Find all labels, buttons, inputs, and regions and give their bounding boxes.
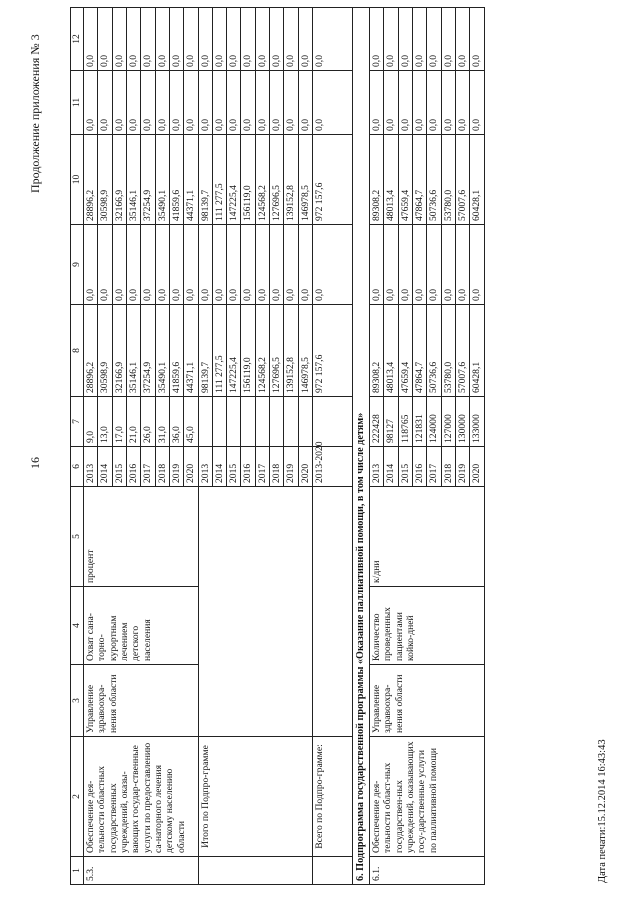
value-cell: 0,0 xyxy=(84,8,98,71)
value-cell: 0,0 xyxy=(84,225,98,305)
value-cell: 124000 xyxy=(427,397,441,447)
value-cell: 48013,4 xyxy=(384,135,398,225)
year-cell: 2015 xyxy=(398,447,412,487)
value-cell: 53780,0 xyxy=(441,135,455,225)
value-cell: 0,0 xyxy=(384,8,398,71)
year-cell: 2014 xyxy=(384,447,398,487)
value-cell: 98127 xyxy=(384,397,398,447)
value-cell: 0,0 xyxy=(241,71,255,135)
value-cell: 0,0 xyxy=(384,71,398,135)
value-cell: 47864,7 xyxy=(412,135,426,225)
value-cell: 0,0 xyxy=(441,225,455,305)
value-cell: 41859,6 xyxy=(169,305,183,397)
value-cell xyxy=(241,397,255,447)
value-cell: 47864,7 xyxy=(412,305,426,397)
value-cell: 0,0 xyxy=(227,225,241,305)
table-row xyxy=(370,8,384,885)
value-cell: 28896,2 xyxy=(84,135,98,225)
year-cell: 2013 xyxy=(84,447,98,487)
value-cell: 60428,1 xyxy=(470,135,484,225)
total-value: 0,0 xyxy=(313,8,353,71)
value-cell: 156119,0 xyxy=(241,305,255,397)
value-cell: 35146,1 xyxy=(126,305,140,397)
value-cell: 0,0 xyxy=(98,71,112,135)
value-cell: 139152,8 xyxy=(284,305,298,397)
value-cell: 0,0 xyxy=(155,8,169,71)
value-cell: 156119,0 xyxy=(241,135,255,225)
value-cell: 0,0 xyxy=(212,71,226,135)
total-row xyxy=(313,8,353,885)
year-cell: 2014 xyxy=(98,447,112,487)
year-cell: 2020 xyxy=(184,447,198,487)
appendix-continuation-header: Продолжение приложения № 3 xyxy=(28,34,42,193)
year-cell: 2016 xyxy=(126,447,140,487)
year-cell: 2015 xyxy=(112,447,126,487)
year-cell: 2019 xyxy=(455,447,469,487)
value-cell: 0,0 xyxy=(284,8,298,71)
value-cell xyxy=(198,397,212,447)
value-cell: 127696,5 xyxy=(270,305,284,397)
value-cell: 0,0 xyxy=(169,225,183,305)
row-number: 6.1. xyxy=(370,857,485,885)
value-cell: 0,0 xyxy=(427,225,441,305)
column-header: 6 xyxy=(71,447,84,487)
value-cell: 0,0 xyxy=(398,225,412,305)
column-numbers-row xyxy=(71,8,84,885)
activity-name: Обеспечение дея-тельности област-ных государствен-ных учреждений, оказывающих госу-дарственные услуги по паллиативной помощи xyxy=(370,737,485,857)
value-cell: 0,0 xyxy=(227,71,241,135)
indicator: Охват сана-торно-курортным лечением детского населения xyxy=(84,587,199,665)
value-cell xyxy=(227,397,241,447)
budget-table xyxy=(70,7,485,885)
value-cell: 0,0 xyxy=(141,225,155,305)
total-value xyxy=(313,397,353,447)
total-value: 0,0 xyxy=(313,225,353,305)
year-cell: 2017 xyxy=(427,447,441,487)
empty-cell xyxy=(198,487,313,737)
value-cell: 28896,2 xyxy=(84,305,98,397)
year-cell: 2016 xyxy=(412,447,426,487)
year-cell: 2015 xyxy=(227,447,241,487)
column-header: 4 xyxy=(71,587,84,665)
value-cell: 17,0 xyxy=(112,397,126,447)
value-cell: 127000 xyxy=(441,397,455,447)
value-cell: 0,0 xyxy=(169,71,183,135)
value-cell: 0,0 xyxy=(112,225,126,305)
value-cell: 0,0 xyxy=(184,8,198,71)
column-header: 10 xyxy=(71,135,84,225)
year-cell: 2018 xyxy=(155,447,169,487)
value-cell: 0,0 xyxy=(270,8,284,71)
year-cell: 2018 xyxy=(441,447,455,487)
year-cell: 2013 xyxy=(198,447,212,487)
executor: Управление здравоохра-нения области xyxy=(84,665,199,737)
value-cell: 0,0 xyxy=(398,71,412,135)
column-header: 11 xyxy=(71,71,84,135)
total-value: 972 157,6 xyxy=(313,305,353,397)
value-cell: 0,0 xyxy=(398,8,412,71)
value-cell: 139152,8 xyxy=(284,135,298,225)
value-cell: 44371,1 xyxy=(184,305,198,397)
value-cell: 130000 xyxy=(455,397,469,447)
table-row xyxy=(198,8,212,885)
value-cell: 26,0 xyxy=(141,397,155,447)
value-cell: 0,0 xyxy=(255,71,269,135)
subtotal-label: Итого по Подпро-грамме xyxy=(198,737,313,857)
value-cell xyxy=(284,397,298,447)
value-cell: 222428 xyxy=(370,397,384,447)
value-cell: 0,0 xyxy=(198,71,212,135)
value-cell: 124568,2 xyxy=(255,135,269,225)
value-cell: 124568,2 xyxy=(255,305,269,397)
year-cell: 2017 xyxy=(255,447,269,487)
column-header: 1 xyxy=(71,857,84,885)
value-cell: 111 277,5 xyxy=(212,135,226,225)
value-cell: 0,0 xyxy=(84,71,98,135)
value-cell: 0,0 xyxy=(370,225,384,305)
table-row xyxy=(84,8,98,885)
value-cell: 32166,9 xyxy=(112,305,126,397)
value-cell: 0,0 xyxy=(126,225,140,305)
value-cell: 98139,7 xyxy=(198,305,212,397)
value-cell: 60428,1 xyxy=(470,305,484,397)
total-period: 2013-2020 xyxy=(313,447,353,487)
year-cell: 2020 xyxy=(470,447,484,487)
value-cell xyxy=(270,397,284,447)
year-cell: 2014 xyxy=(212,447,226,487)
column-header: 5 xyxy=(71,487,84,587)
value-cell: 0,0 xyxy=(155,225,169,305)
value-cell: 35146,1 xyxy=(126,135,140,225)
value-cell xyxy=(255,397,269,447)
column-header: 9 xyxy=(71,225,84,305)
value-cell: 147225,4 xyxy=(227,305,241,397)
value-cell: 0,0 xyxy=(441,8,455,71)
value-cell xyxy=(212,397,226,447)
value-cell: 30598,9 xyxy=(98,135,112,225)
year-cell: 2013 xyxy=(370,447,384,487)
column-header: 2 xyxy=(71,737,84,857)
value-cell: 0,0 xyxy=(112,71,126,135)
column-header: 3 xyxy=(71,665,84,737)
value-cell: 0,0 xyxy=(441,71,455,135)
value-cell: 118765 xyxy=(398,397,412,447)
value-cell: 0,0 xyxy=(112,8,126,71)
value-cell: 35490,1 xyxy=(155,135,169,225)
total-label: Всего по Подпро-грамме: xyxy=(313,737,353,857)
value-cell: 0,0 xyxy=(455,71,469,135)
indicator: Количество проведенных пациентами койко-дней xyxy=(370,587,485,665)
column-header: 8 xyxy=(71,305,84,397)
value-cell xyxy=(298,397,312,447)
value-cell: 0,0 xyxy=(98,225,112,305)
value-cell: 111 277,5 xyxy=(212,305,226,397)
value-cell: 0,0 xyxy=(384,225,398,305)
value-cell: 98139,7 xyxy=(198,135,212,225)
value-cell: 0,0 xyxy=(298,225,312,305)
value-cell: 35490,1 xyxy=(155,305,169,397)
empty-cell xyxy=(313,487,353,737)
value-cell: 47659,4 xyxy=(398,135,412,225)
value-cell: 0,0 xyxy=(470,71,484,135)
value-cell: 0,0 xyxy=(370,71,384,135)
value-cell: 0,0 xyxy=(126,8,140,71)
value-cell: 0,0 xyxy=(298,71,312,135)
value-cell: 0,0 xyxy=(212,8,226,71)
value-cell: 48013,4 xyxy=(384,305,398,397)
value-cell: 37254,9 xyxy=(141,305,155,397)
row-number: 5.3. xyxy=(84,857,199,885)
value-cell: 0,0 xyxy=(184,225,198,305)
year-cell: 2019 xyxy=(169,447,183,487)
value-cell: 45,0 xyxy=(184,397,198,447)
value-cell: 121831 xyxy=(412,397,426,447)
value-cell: 146978,5 xyxy=(298,305,312,397)
year-cell: 2016 xyxy=(241,447,255,487)
total-value: 972 157,6 xyxy=(313,135,353,225)
value-cell: 0,0 xyxy=(298,8,312,71)
value-cell: 0,0 xyxy=(412,71,426,135)
value-cell: 0,0 xyxy=(427,71,441,135)
value-cell: 0,0 xyxy=(255,8,269,71)
year-cell: 2020 xyxy=(298,447,312,487)
section-header-row xyxy=(353,8,370,885)
year-cell: 2019 xyxy=(284,447,298,487)
activity-name: Обеспечение дея-тельности областных государственных учреждений, оказы-вающих государ-ственные услуги по предоставлению са-наторного лечения детскому населению области xyxy=(84,737,199,857)
value-cell: 57007,6 xyxy=(455,305,469,397)
value-cell: 0,0 xyxy=(455,8,469,71)
year-cell: 2017 xyxy=(141,447,155,487)
value-cell: 0,0 xyxy=(412,8,426,71)
value-cell: 0,0 xyxy=(284,225,298,305)
value-cell: 0,0 xyxy=(241,8,255,71)
page-number: 16 xyxy=(28,457,42,469)
value-cell: 89308,2 xyxy=(370,135,384,225)
value-cell: 0,0 xyxy=(284,71,298,135)
value-cell: 0,0 xyxy=(169,8,183,71)
value-cell: 127696,5 xyxy=(270,135,284,225)
value-cell: 0,0 xyxy=(470,8,484,71)
value-cell: 0,0 xyxy=(212,225,226,305)
unit: процент xyxy=(84,487,199,587)
value-cell: 53780,0 xyxy=(441,305,455,397)
value-cell: 0,0 xyxy=(241,225,255,305)
value-cell: 146978,5 xyxy=(298,135,312,225)
year-cell: 2018 xyxy=(270,447,284,487)
value-cell: 0,0 xyxy=(270,71,284,135)
value-cell: 0,0 xyxy=(198,8,212,71)
value-cell: 89308,2 xyxy=(370,305,384,397)
value-cell: 0,0 xyxy=(255,225,269,305)
value-cell: 0,0 xyxy=(227,8,241,71)
section-title: 6. Подпрограмма государственной программы «Оказание паллиативной помощи, в том числе детям» xyxy=(353,8,370,885)
value-cell: 37254,9 xyxy=(141,135,155,225)
value-cell: 44371,1 xyxy=(184,135,198,225)
value-cell: 32166,9 xyxy=(112,135,126,225)
value-cell: 0,0 xyxy=(370,8,384,71)
value-cell: 0,0 xyxy=(126,71,140,135)
value-cell: 50736,6 xyxy=(427,135,441,225)
value-cell: 0,0 xyxy=(427,8,441,71)
value-cell: 133000 xyxy=(470,397,484,447)
value-cell: 0,0 xyxy=(141,71,155,135)
unit: к/дни xyxy=(370,487,485,587)
executor: Управление здравоохра-нения области xyxy=(370,665,485,737)
value-cell: 0,0 xyxy=(412,225,426,305)
value-cell: 30598,9 xyxy=(98,305,112,397)
value-cell: 36,0 xyxy=(169,397,183,447)
value-cell: 41859,6 xyxy=(169,135,183,225)
value-cell: 147225,4 xyxy=(227,135,241,225)
value-cell: 0,0 xyxy=(470,225,484,305)
value-cell: 57007,6 xyxy=(455,135,469,225)
empty-cell xyxy=(313,857,353,885)
print-date-footer: Дата печати:15.12.2014 16:43:43 xyxy=(597,739,608,883)
value-cell: 47659,4 xyxy=(398,305,412,397)
empty-cell xyxy=(198,857,313,885)
value-cell: 0,0 xyxy=(184,71,198,135)
value-cell: 0,0 xyxy=(155,71,169,135)
value-cell: 0,0 xyxy=(141,8,155,71)
value-cell: 0,0 xyxy=(198,225,212,305)
value-cell: 31,0 xyxy=(155,397,169,447)
value-cell: 0,0 xyxy=(270,225,284,305)
total-value: 0,0 xyxy=(313,71,353,135)
value-cell: 21,0 xyxy=(126,397,140,447)
value-cell: 0,0 xyxy=(98,8,112,71)
column-header: 12 xyxy=(71,8,84,71)
value-cell: 50736,6 xyxy=(427,305,441,397)
value-cell: 13,0 xyxy=(98,397,112,447)
column-header: 7 xyxy=(71,397,84,447)
value-cell: 0,0 xyxy=(455,225,469,305)
value-cell: 9,0 xyxy=(84,397,98,447)
